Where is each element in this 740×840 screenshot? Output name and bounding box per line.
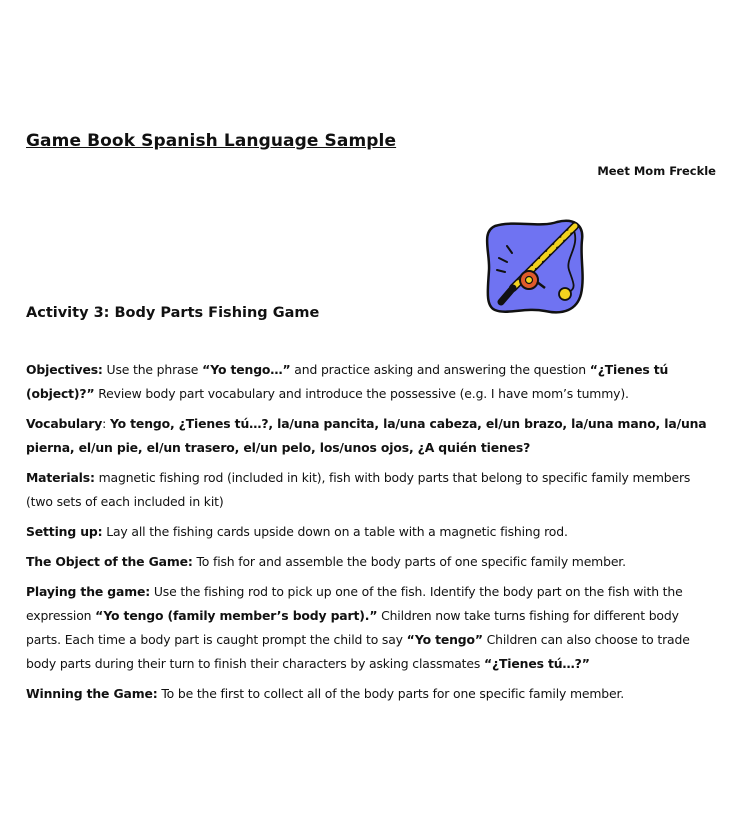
objectives-label: Objectives: xyxy=(26,362,103,377)
playing-yo-tengo: “Yo tengo” xyxy=(406,632,483,647)
fishing-rod-icon xyxy=(485,218,587,316)
object-of-game-paragraph xyxy=(26,550,716,574)
materials-paragraph xyxy=(26,466,716,514)
playing-paragraph xyxy=(26,580,716,676)
objectives-text-3: Review body part vocabulary and introduce the possessive (e.g. I have mom’s tummy). xyxy=(94,386,629,401)
objectives-question: “¿Tienes tú (object)?” xyxy=(26,362,669,401)
vocabulary-list: Yo tengo, ¿Tienes tú…?, la/una pancita, la/una cabeza, el/un brazo, la/una mano, la/una pierna, el/un pie, el/un trasero, el/un pelo, los/unos ojos, ¿A quién tienes? xyxy=(26,416,707,455)
object-of-game-label: The Object of the Game: xyxy=(26,554,193,569)
vocabulary-label: Vocabulary xyxy=(26,416,103,431)
activity-heading: Activity 3: Body Parts Fishing Game xyxy=(26,305,320,321)
playing-text-2: Children now take turns fishing for different body parts. Each time a body part is caught prompt the child to say xyxy=(26,608,679,647)
objectives-text-2: and practice asking and answering the question xyxy=(290,362,590,377)
setting-up-paragraph xyxy=(26,520,716,544)
vocabulary-colon: : xyxy=(102,416,110,431)
objectives-paragraph xyxy=(26,358,716,406)
playing-text-3: Children can also choose to trade body parts during their turn to finish their characters by asking classmates xyxy=(26,632,690,671)
materials-text: magnetic fishing rod (included in kit), fish with body parts that belong to specific family members (two sets of each included in kit) xyxy=(26,470,691,509)
playing-expression: “Yo tengo (family member’s body part).” xyxy=(95,608,378,623)
playing-text-1: Use the fishing rod to pick up one of the fish. Identify the body part on the fish with the expression xyxy=(26,584,683,623)
winning-label: Winning the Game: xyxy=(26,686,158,701)
playing-label: Playing the game: xyxy=(26,584,151,599)
winning-text: To be the first to collect all of the body parts for one specific family member. xyxy=(157,686,625,701)
vocabulary-paragraph xyxy=(26,412,716,460)
materials-label: Materials: xyxy=(26,470,95,485)
objectives-phrase-yo-tengo: “Yo tengo…” xyxy=(202,362,291,377)
object-of-game-text: To fish for and assemble the body parts of one specific family member. xyxy=(192,554,626,569)
document-title: Game Book Spanish Language Sample xyxy=(26,131,397,151)
setting-up-text: Lay all the fishing cards upside down on a table with a magnetic fishing rod. xyxy=(102,524,568,539)
activity-content xyxy=(26,358,716,712)
document-subtitle: Meet Mom Freckle xyxy=(597,164,716,178)
playing-question: “¿Tienes tú…?” xyxy=(483,656,590,671)
objectives-text-1: Use the phrase xyxy=(102,362,203,377)
winning-paragraph xyxy=(26,682,716,706)
setting-up-label: Setting up: xyxy=(26,524,103,539)
